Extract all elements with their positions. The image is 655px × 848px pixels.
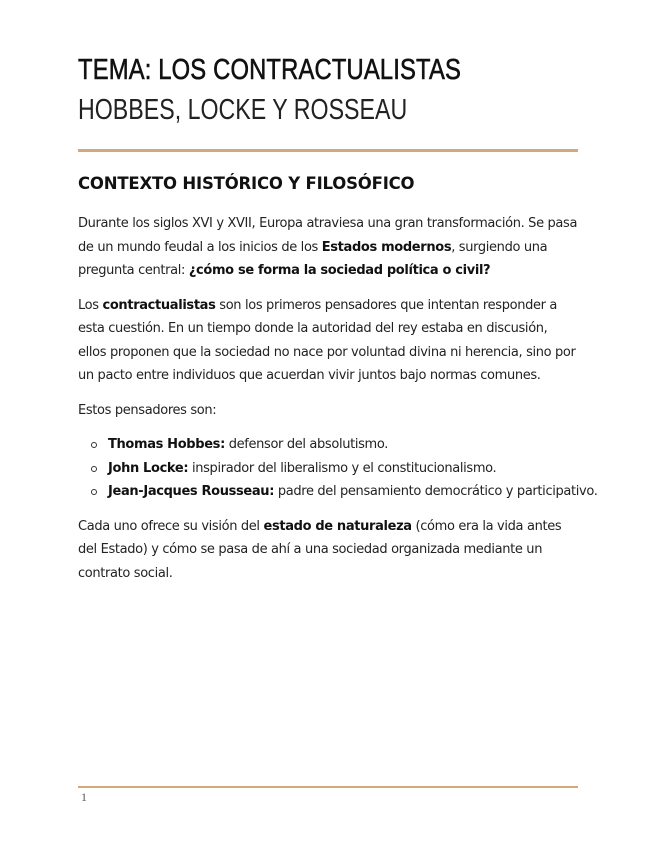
bold-term: contractualistas <box>102 297 216 313</box>
document-body <box>78 212 598 596</box>
paragraph-contractualists <box>78 294 578 388</box>
paragraph-text: son los primeros pensadores que intentan responder a esta cuestión. En un tiempo donde la autoridad del rey estaba en discusión, ellos proponen que la sociedad no nace por voluntad divina ni herencia, sino por un pacto entre individuos que acuerdan vivir juntos bajo normas comunes. <box>78 297 576 383</box>
document-subtitle: HOBBES, LOCKE Y ROSSEAU <box>78 94 408 126</box>
bold-term: estado de naturaleza <box>263 518 412 534</box>
bold-term: Estados modernos <box>321 239 452 255</box>
bullet-circle-icon <box>91 442 97 448</box>
page-number: 1 <box>81 790 87 804</box>
section-heading: CONTEXTO HISTÓRICO Y FILOSÓFICO <box>78 174 415 193</box>
header-divider <box>78 149 578 152</box>
thinker-desc: padre del pensamiento democrático y participativo. <box>274 484 598 499</box>
thinker-name: Jean-Jacques Rousseau: <box>108 484 275 499</box>
thinker-desc: inspirador del liberalismo y el constitucionalismo. <box>188 460 497 476</box>
thinker-desc: defensor del absolutismo. <box>224 437 389 452</box>
list-item <box>108 433 578 457</box>
bold-question: ¿cómo se forma la sociedad política o civil? <box>188 263 491 278</box>
paragraph-text: Durante los siglos XVI y XVII, Europa atraviesa una gran transformación. Se pasa de un mundo feudal a los inicios de los <box>78 216 578 255</box>
thinkers-list <box>78 433 598 504</box>
paragraph-text: Cada uno ofrece su visión del <box>78 518 264 534</box>
paragraph-text: (cómo era la vida antes del Estado) y cómo se pasa de ahí a una sociedad organizada mediante un contrato social. <box>78 518 562 581</box>
list-item <box>108 457 578 481</box>
bullet-circle-icon <box>91 466 97 472</box>
bullet-circle-icon <box>91 489 97 495</box>
paragraph-context <box>78 212 578 283</box>
list-item <box>108 480 598 504</box>
paragraph-text: , surgiendo una pregunta central: <box>78 239 548 278</box>
paragraph-intro-list: Estos pensadores son: <box>78 402 217 418</box>
document-title: TEMA: LOS CONTRACTUALISTAS <box>78 54 462 86</box>
paragraph-state-of-nature <box>78 515 578 586</box>
thinker-name: John Locke: <box>108 460 189 476</box>
paragraph-text: Los <box>78 297 103 313</box>
thinker-name: Thomas Hobbes: <box>108 437 225 452</box>
footer-divider <box>78 786 578 788</box>
